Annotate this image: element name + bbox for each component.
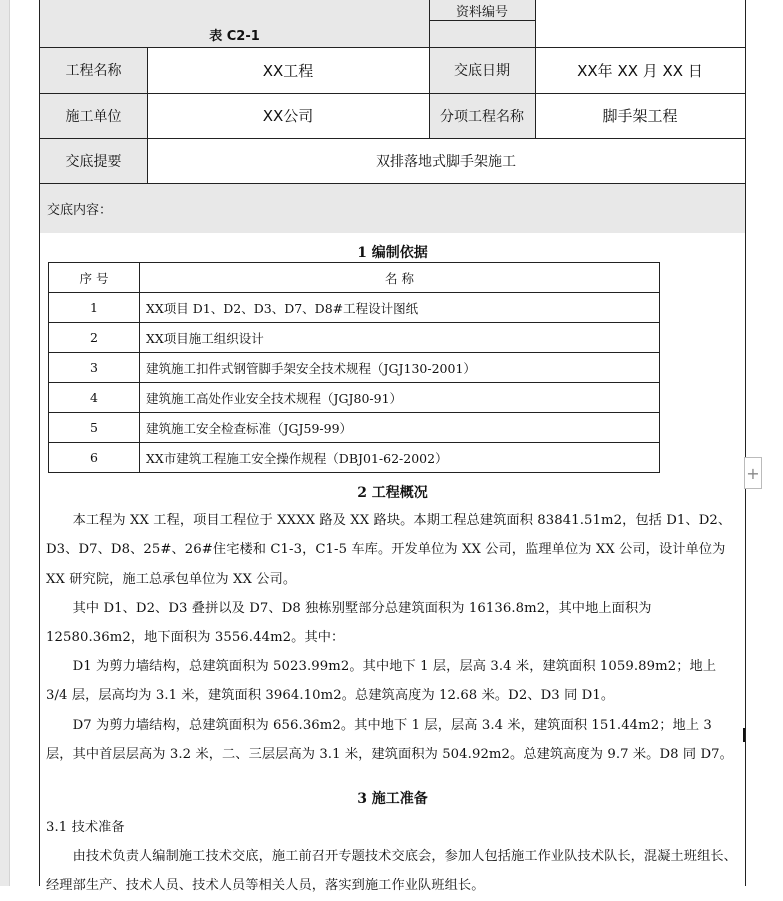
unit-value: XX公司: [262, 107, 314, 125]
col-name-header: 名 称: [140, 263, 660, 293]
row-no: 1: [49, 293, 140, 323]
content-label: 交底内容：: [47, 202, 113, 218]
unit-label-cell: [40, 93, 147, 138]
summary-value: 双排落地式脚手架施工: [376, 153, 516, 170]
row-name: 建筑施工安全检查标准（JGJ59-99）: [140, 413, 660, 443]
add-button[interactable]: [744, 457, 762, 489]
plus-icon: +: [746, 463, 760, 483]
summary-label: 交底提要: [65, 153, 122, 170]
project-name-value: XX工程: [262, 61, 314, 80]
doc-no-value-cell: [535, 0, 745, 47]
sub-project-label: 分项工程名称: [440, 108, 524, 125]
rule: [40, 93, 745, 94]
rule: [535, 0, 536, 138]
table-row: [49, 413, 660, 443]
table-row: [49, 323, 660, 353]
overview-paragraph-1: 本工程为 XX 工程，项目工程位于 XXXX 路及 XX 路块。本期工程总建筑面积 83841.51m2，包括 D1、D2、D3、D7、D8、25#、26#住宅楼和 C1-3，C1-5 车库。开发单位为 XX 公司，监理单位为 XX 公司，设计单位为 XX 研究院，施工总承包单位为 XX 公司。: [46, 513, 732, 587]
date-value-cell: [535, 47, 745, 93]
subsection-3-1: 3.1 技术准备: [46, 820, 125, 835]
date-label: 交底日期: [454, 63, 510, 79]
rule: [429, 0, 430, 138]
section2-heading: 2 工程概况: [357, 485, 428, 501]
col-no-header: 序 号: [49, 263, 140, 293]
basis-table: [48, 262, 660, 473]
summary-value-cell: [147, 138, 745, 183]
section1-heading: 1 编制依据: [357, 245, 428, 261]
table-row: [49, 383, 660, 413]
doc-no-spacer: [429, 20, 535, 47]
overview-paragraph-3: D1 为剪力墙结构，总建筑面积为 5023.99m2。其中地下 1 层，层高 3.4 米，建筑面积 1059.89m2；地上 3/4 层，层高均为 3.1 米，建筑面积 3964.10m2。总建筑高度为 12.68 米。D2、D3 同 D1。: [46, 659, 717, 704]
table-row: [49, 353, 660, 383]
row-name: XX市建筑工程施工安全操作规程（DBJ01-62-2002）: [140, 443, 660, 473]
row-no: 5: [49, 413, 140, 443]
table-header-row: [49, 263, 660, 293]
row-no: 6: [49, 443, 140, 473]
overview-paragraph-4: D7 为剪力墙结构，总建筑面积为 656.36m2。其中地下 1 层，层高 3.4 米，建筑面积 151.44m2；地上 3 层，其中首层层高为 3.2 米，二、三层层高为 3.1 米，建筑面积为 504.92m2。总建筑高度为 9.7 米。D8 同 D7。: [46, 718, 733, 763]
row-name: 建筑施工扣件式钢管脚手架安全技术规程（JGJ130-2001）: [140, 353, 660, 383]
header-table: [40, 0, 745, 218]
text-cursor-mark: [743, 728, 745, 742]
row-name: XX项目 D1、D2、D3、D7、D8#工程设计图纸: [140, 293, 660, 323]
row-no: 2: [49, 323, 140, 353]
unit-label: 施工单位: [65, 108, 122, 125]
unit-value-cell: [147, 93, 429, 138]
page-margin-rule: [0, 0, 10, 886]
rule: [40, 138, 745, 139]
sub-project-value-cell: [535, 93, 745, 138]
form-code: 表 C2-1: [209, 29, 260, 44]
rule: [40, 183, 745, 184]
rule: [147, 47, 148, 183]
project-name-value-cell: [147, 47, 429, 93]
document-page: [39, 0, 746, 894]
rule: [429, 20, 535, 21]
project-name-label-cell: [40, 47, 147, 93]
row-name: XX项目施工组织设计: [140, 323, 660, 353]
date-label-cell: [429, 47, 535, 93]
table-row: [49, 293, 660, 323]
doc-no-label-cell: [429, 0, 535, 20]
overview-paragraph-2: 其中 D1、D2、D3 叠拼以及 D7、D8 独栋别墅部分总建筑面积为 16136.8m2，其中地上面积为 12580.36m2，地下面积为 3556.44m2。其中：: [46, 601, 652, 646]
summary-label-cell: [40, 138, 147, 183]
row-name: 建筑施工高处作业安全技术规程（JGJ80-91）: [140, 383, 660, 413]
doc-no-label: 资料编号: [455, 4, 508, 20]
row-no: 3: [49, 353, 140, 383]
content-label-cell: [40, 183, 745, 233]
sub-project-label-cell: [429, 93, 535, 138]
form-code-cell: [40, 0, 429, 47]
preparation-paragraph: 由技术负责人编制施工技术交底，施工前召开专题技术交底会，参加人包括施工作业队技术队长，混凝土班组长、经理部生产、技术人员、技术人员等相关人员，落实到施工作业队班组长。: [46, 849, 737, 894]
row-no: 4: [49, 383, 140, 413]
date-value: XX年 XX 月 XX 日: [577, 61, 703, 80]
project-name-label: 工程名称: [65, 63, 122, 79]
sub-project-value: 脚手架工程: [602, 107, 678, 125]
rule: [40, 47, 745, 48]
table-row: [49, 443, 660, 473]
section3-heading: 3 施工准备: [357, 791, 428, 807]
